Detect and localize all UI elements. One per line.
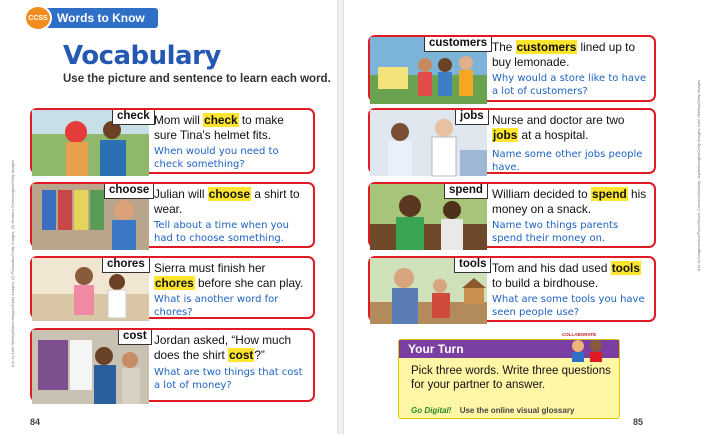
left-page — [0, 0, 337, 434]
words-to-know-banner — [30, 8, 158, 28]
highlighted-word: jobs — [493, 127, 518, 142]
collaborate-badge — [560, 332, 616, 362]
question: What is another word for chores? — [154, 294, 279, 318]
photo-credit: (t to b) Ariel Skelley/Blend Images/Getty Images; (2) Photodisc/Getty Images; (3) Hemera Technologies/Getty Images — [10, 160, 15, 368]
vocab-card-chores — [30, 256, 315, 319]
sentence: Nurse and doctor are two jobs at a hospital. — [492, 113, 625, 142]
page-number: 85 — [633, 417, 644, 427]
sentence: Jordan asked, “How much does the shirt cost?” — [154, 333, 292, 362]
word-tag: spend — [444, 184, 488, 199]
highlighted-word: cost — [229, 347, 254, 362]
question: Why would a store like to have a lot of customers? — [492, 73, 647, 97]
book-gutter — [337, 0, 344, 434]
sentence: The customers lined up to buy lemonade. — [492, 40, 635, 69]
go-digital-link[interactable]: Go Digital! — [411, 406, 452, 415]
go-digital-line — [411, 406, 574, 415]
question: When would you need to check something? — [154, 146, 279, 170]
vocab-card-cost — [30, 328, 315, 402]
sentence: Tom and his dad used tools to build a birdhouse. — [492, 261, 640, 290]
word-tag: tools — [454, 258, 491, 273]
word-tag: cost — [118, 330, 152, 345]
highlighted-word: spend — [592, 187, 627, 201]
word-tag: check — [112, 110, 155, 125]
page-number: 84 — [30, 417, 41, 427]
collaborate-label: COLLABORATE — [562, 332, 597, 337]
glossary-text: Use the online visual glossary — [459, 406, 575, 415]
word-tag: choose — [104, 184, 154, 199]
page-title: Vocabulary — [63, 41, 221, 71]
vocab-card-jobs — [368, 108, 656, 174]
sentence: Sierra must finish her chores before she can play. — [154, 261, 304, 290]
sentence: William decided to spend his money on a snack. — [492, 187, 647, 216]
highlighted-word: customers — [516, 40, 577, 54]
photo-credit: (t to b) Imagesource/PunchStock; Comstock/Alamy; Jupiterimages/Getty Images; Ariel Skelley/Getty Images — [696, 80, 701, 272]
banner-title: Words to Know — [57, 11, 145, 25]
word-tag: chores — [102, 258, 150, 273]
highlighted-word: check — [204, 113, 238, 127]
highlighted-word: chores — [155, 275, 194, 290]
word-tag: customers — [424, 37, 492, 52]
vocab-card-tools — [368, 256, 656, 322]
highlighted-word: tools — [611, 261, 640, 275]
vocab-card-choose — [30, 182, 315, 248]
word-tag: jobs — [455, 110, 489, 125]
sentence: Mom will check to make sure Tina's helmet fits. — [154, 113, 284, 142]
question: Name some other jobs people have. — [492, 149, 643, 173]
ccss-badge: CCSS — [24, 5, 52, 31]
subtitle: Use the picture and sentence to learn each word. — [63, 73, 331, 85]
vocab-card-customers — [368, 35, 656, 102]
your-turn-title: Your Turn — [408, 342, 464, 356]
question: What are some tools you have seen people use? — [492, 294, 645, 318]
question: Tell about a time when you had to choose something. — [154, 220, 289, 244]
question: Name two things parents spend their money on. — [492, 220, 619, 244]
vocab-card-spend — [368, 182, 656, 248]
vocab-card-check — [30, 108, 315, 174]
sentence: Julian will choose a shirt to wear. — [154, 187, 300, 216]
question: What are two things that cost a lot of money? — [154, 367, 303, 391]
your-turn-instructions: Pick three words. Write three questions for your partner to answer. — [411, 365, 611, 391]
highlighted-word: choose — [208, 187, 251, 201]
